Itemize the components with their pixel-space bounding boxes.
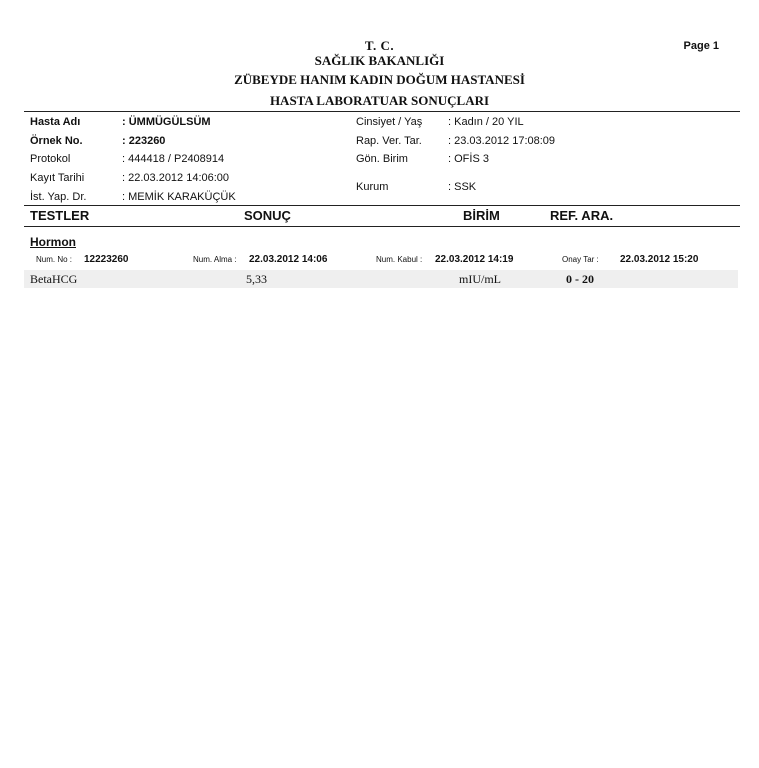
- approval-date-value: 22.03.2012 15:20: [620, 254, 699, 265]
- gender-age-label: Cinsiyet / Yaş: [356, 116, 423, 128]
- header-divider: [24, 111, 740, 112]
- approval-date-label: Onay Tar :: [562, 255, 599, 264]
- header-line-hospital: ZÜBEYDE HANIM KADIN DOĞUM HASTANESİ: [234, 72, 525, 87]
- registration-date-label: Kayıt Tarihi: [30, 172, 85, 184]
- requesting-doctor-label: İst. Yap. Dr.: [30, 191, 87, 203]
- page-number: Page 1: [683, 40, 719, 52]
- sample-taken-label: Num. Alma :: [193, 255, 237, 264]
- result-value: 5,33: [246, 272, 267, 286]
- sample-no-label: Örnek No.: [30, 135, 83, 147]
- institution-value: : SSK: [448, 181, 477, 193]
- sample-accepted-value: 22.03.2012 14:19: [435, 254, 514, 265]
- result-reference-range: 0 - 20: [566, 272, 594, 286]
- requesting-doctor-value: : MEMİK KARAKÜÇÜK: [122, 191, 236, 203]
- sending-unit-label: Gön. Birim: [356, 153, 408, 165]
- table-row: [24, 270, 738, 288]
- sample-taken-value: 22.03.2012 14:06: [249, 254, 328, 265]
- registration-date-value: : 22.03.2012 14:06:00: [122, 172, 230, 184]
- report-date-value: : 23.03.2012 17:08:09: [448, 135, 556, 147]
- gender-age-value: : Kadın / 20 YIL: [448, 116, 524, 128]
- sending-unit-value: : OFİS 3: [448, 153, 489, 165]
- col-header-tests: TESTLER: [30, 208, 90, 223]
- report-date-label: Rap. Ver. Tar.: [356, 135, 422, 147]
- patient-name-label: Hasta Adı: [30, 116, 81, 128]
- report-title: HASTA LABORATUAR SONUÇLARI: [269, 93, 490, 108]
- sample-num-label: Num. No :: [36, 255, 73, 264]
- columns-divider: [24, 226, 740, 227]
- col-header-result: SONUÇ: [244, 208, 291, 223]
- protocol-label: Protokol: [30, 153, 71, 165]
- header-line-ministry: SAĞLIK BAKANLIĞI: [314, 53, 445, 68]
- result-test-name: BetaHCG: [30, 272, 78, 286]
- sample-num-value: 12223260: [84, 254, 129, 265]
- col-header-unit: BİRİM: [463, 208, 500, 223]
- result-unit: mIU/mL: [459, 272, 501, 286]
- institution-label: Kurum: [356, 181, 389, 193]
- sample-accepted-label: Num. Kabul :: [376, 255, 423, 264]
- protocol-value: : 444418 / P2408914: [122, 153, 225, 165]
- section-title: Hormon: [30, 235, 76, 249]
- sample-no-value: : 223260: [122, 135, 166, 147]
- info-divider: [24, 205, 740, 206]
- patient-name-value: : ÜMMÜGÜLSÜM: [122, 116, 211, 128]
- header-line-tc: T. C.: [364, 38, 395, 53]
- col-header-ref: REF. ARA.: [550, 208, 614, 223]
